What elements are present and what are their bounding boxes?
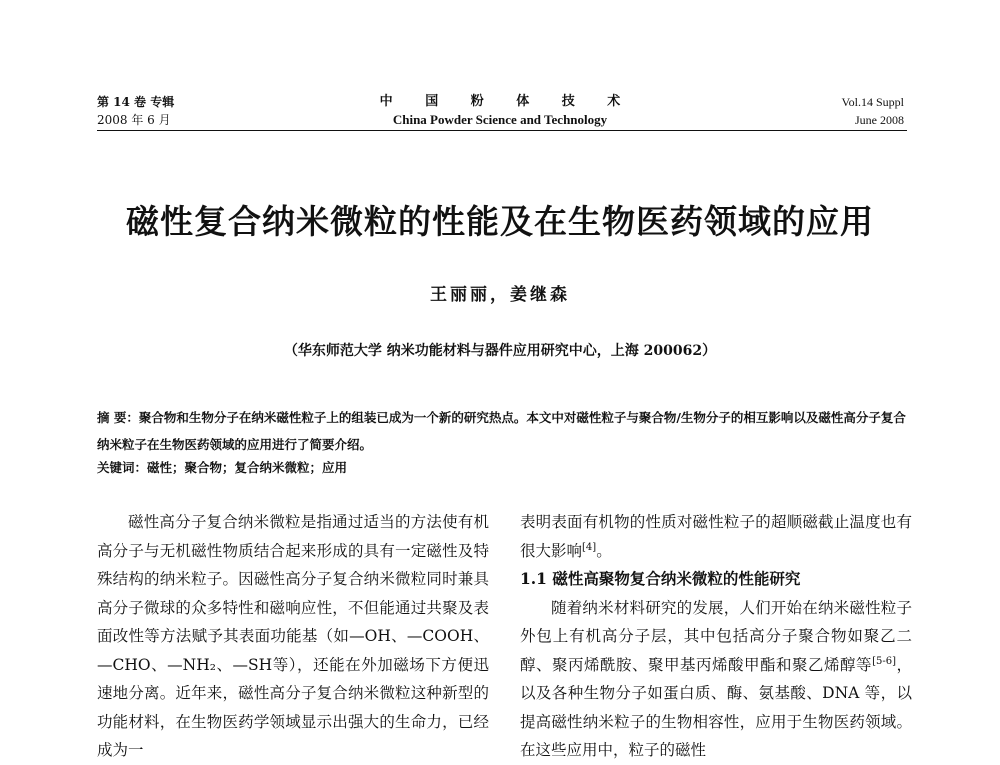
abstract xyxy=(97,404,912,458)
header-rule xyxy=(97,130,907,131)
keywords-label: 关键词： xyxy=(97,460,148,475)
right-paragraph-2 xyxy=(520,594,912,765)
header-volume-issue: 第 14 卷 专辑 xyxy=(97,95,175,109)
right-paragraph-1-end: 。 xyxy=(596,541,612,560)
citation-ref: [4] xyxy=(582,541,597,553)
right-paragraph-1 xyxy=(520,508,912,565)
right-paragraph-2-text-a: 随着纳米材料研究的发展，人们开始在纳米磁性粒子外包上有机高分子层，其中包括高分子聚合物如聚乙二醇、聚丙烯酰胺、聚甲基丙烯酸甲酯和聚乙烯醇等 xyxy=(520,598,912,674)
keywords-text: 磁性；聚合物；复合纳米微粒；应用 xyxy=(147,460,348,475)
body-column-left xyxy=(97,508,489,765)
header-date-cn: 2008 年 6 月 xyxy=(97,113,171,127)
article-affiliation: （华东师范大学 纳米功能材料与器件应用研究中心，上海 200062） xyxy=(283,343,717,359)
section-heading: 1.1 磁性高聚物复合纳米微粒的性能研究 xyxy=(520,569,801,588)
header-volume-en xyxy=(842,93,904,129)
header-vol-suppl: Vol.14 Suppl xyxy=(841,95,904,109)
article-authors: 王丽丽，姜继森 xyxy=(430,285,570,305)
article-title: 磁性复合纳米微粒的性能及在生物医药领域的应用 xyxy=(126,202,874,241)
intro-paragraph: 磁性高分子复合纳米微粒是指通过适当的方法使有机高分子与无机磁性物质结合起来形成的具有一定磁性及特殊结构的纳米粒子。因磁性高分子复合纳米微粒同时兼具高分子微球的众多特性和磁响应性，不但能通过共聚及表面改性等方法赋予其表面功能基（如—OH、—COOH、—CHO、—NH₂、—SH等），还能在外加磁场下方便迅速地分离。近年来，磁性高分子复合纳米微粒这种新型的功能材料，在生物医药学领域显示出强大的生命力，已经成为一 xyxy=(97,513,489,759)
journal-name-cn: 中 国 粉 体 技 术 xyxy=(379,94,635,109)
citation-ref: [5-6] xyxy=(872,655,896,667)
abstract-text: 聚合物和生物分子在纳米磁性粒子上的组装已成为一个新的研究热点。本文中对磁性粒子与聚合物/生物分子的相互影响以及磁性高分子复合纳米粒子在生物医药领域的应用进行了简要介绍。 xyxy=(97,410,906,452)
journal-name-en: China Powder Science and Technology xyxy=(392,112,608,127)
abstract-label: 摘 要： xyxy=(97,410,139,425)
right-paragraph-2-text-b: ，以及各种生物分子如蛋白质、酶、氨基酸、DNA 等，以提高磁性纳米粒子的生物相容性，应用于生物医药领域。在这些应用中，粒子的磁性 xyxy=(520,655,912,759)
right-paragraph-1-text: 表明表面有机物的性质对磁性粒子的超顺磁截止温度也有很大影响 xyxy=(520,513,912,560)
keywords xyxy=(97,458,912,478)
header-date-en: June 2008 xyxy=(855,113,904,127)
body-column-right xyxy=(520,508,912,765)
